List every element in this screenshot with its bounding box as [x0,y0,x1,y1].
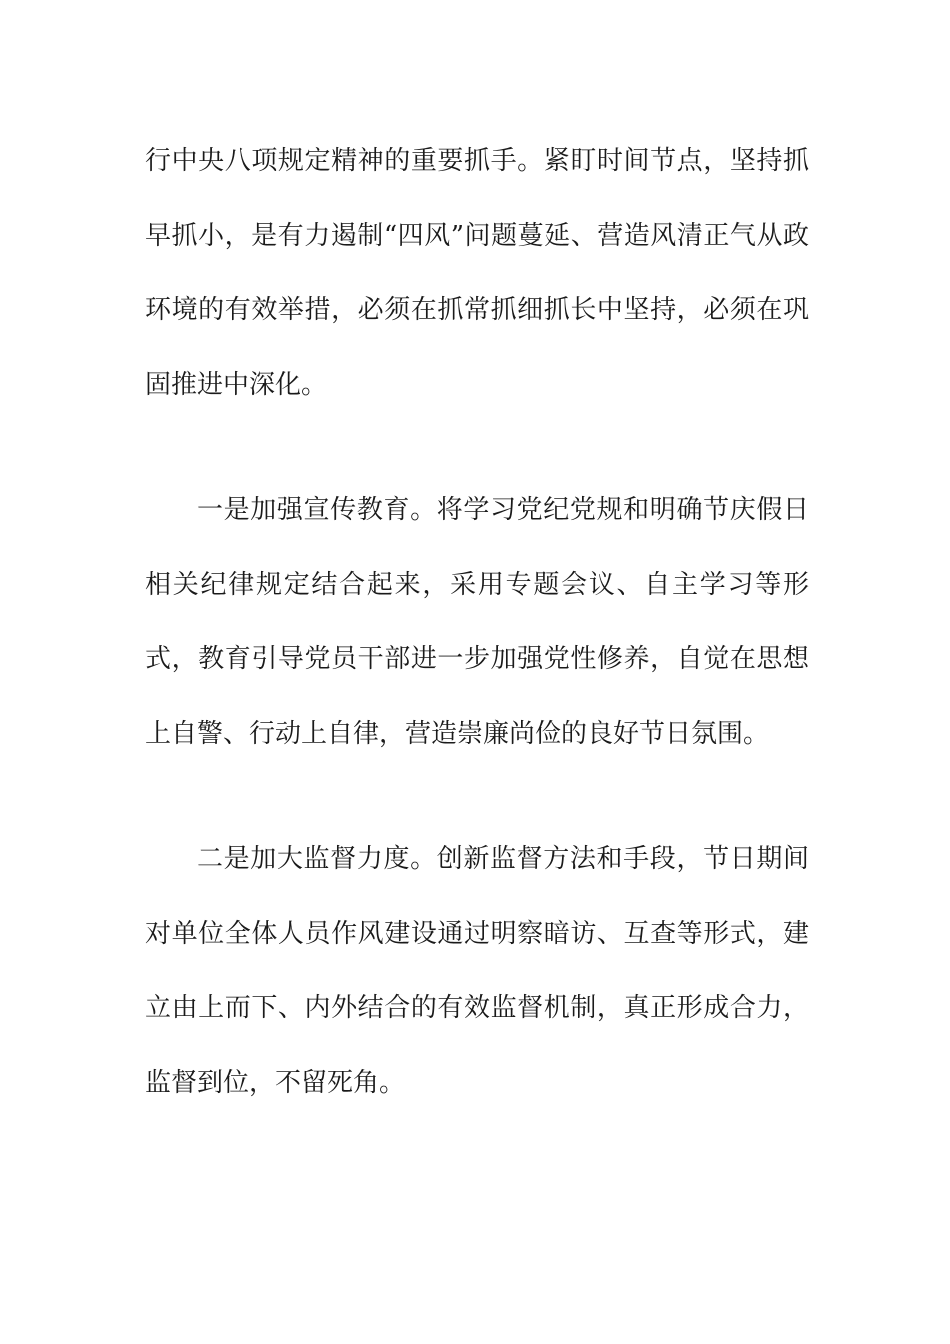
paragraph-publicity-education: 一是加强宣传教育。将学习党纪党规和明确节庆假日相关纪律规定结合起来，采用专题会议、自主学习等形式，教育引导党员干部进一步加强党性修养，自觉在思想上自警、行动上自律，营造崇廉尚俭的良好节日氛围。 [145,495,809,749]
paragraph-continuation: 行中央八项规定精神的重要抓手。紧盯时间节点，坚持抓早抓小，是有力遏制“四风”问题蔓延、营造风清正气从政环境的有效举措，必须在抓常抓细抓长中坚持，必须在巩固推进中深化。 [145,146,809,400]
paragraph-supervision: 二是加大监督力度。创新监督方法和手段，节日期间对单位全体人员作风建设通过明察暗访、互查等形式，建立由上而下、内外结合的有效监督机制，真正形成合力，监督到位，不留死角。 [145,844,809,1098]
document-body [145,124,809,1171]
